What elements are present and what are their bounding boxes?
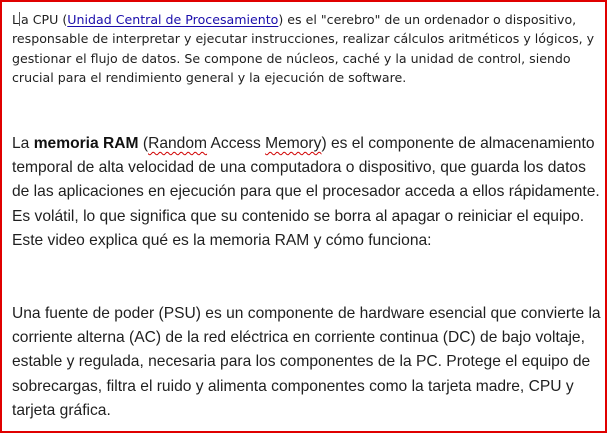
cpu-paragraph: [12, 10, 597, 88]
cpu-body-text: ) es el "cerebro" de un ordenador o dispositivo, responsable de interpretar y ejecutar instrucciones, realizar cálculos aritméticos y lógicos, y gestionar el flujo de datos. Se compone de núcleos, caché y la unidad de control, siendo crucial para el rendimiento general y la ejecución de software.: [12, 12, 595, 86]
spellcheck-word-memory[interactable]: Memory: [265, 135, 322, 152]
ram-video-line: Este video explica qué es la memoria RAM y cómo funciona:: [12, 231, 432, 249]
spellcheck-word-random[interactable]: Random: [148, 135, 208, 152]
text-cursor: [19, 12, 20, 26]
ram-bold-term: memoria RAM: [33, 135, 139, 152]
ram-lead-text: La: [12, 135, 34, 152]
ram-body-text: ) es el componente de almacenamiento temporal de alta velocidad de una computadora o dispositivo, que guarda los datos de las aplicaciones en ejecución para que el procesador acceda a ellos rápidamente. Es volátil, lo que significa que su contenido se borra al apagar o reiniciar el equipo.: [12, 135, 600, 225]
psu-paragraph: Una fuente de poder (PSU) es un componente de hardware esencial que convierte la corriente alterna (AC) de la red eléctrica en corriente continua (DC) de bajo voltaje, estable y regulada, necesaria para los componentes de la PC. Protege el equipo de sobrecargas, filtra el ruido y alimenta componentes como la tarjeta madre, CPU y tarjeta gráfica.: [12, 305, 601, 419]
first-letter: L: [12, 12, 20, 27]
cpu-definition-link[interactable]: Unidad Central de Procesamiento: [67, 12, 279, 27]
cpu-lead-text: a CPU (: [21, 12, 68, 27]
ram-paren-open: (: [138, 135, 149, 152]
ram-mid-text: Access: [207, 135, 266, 152]
ram-paragraph: [12, 132, 607, 253]
